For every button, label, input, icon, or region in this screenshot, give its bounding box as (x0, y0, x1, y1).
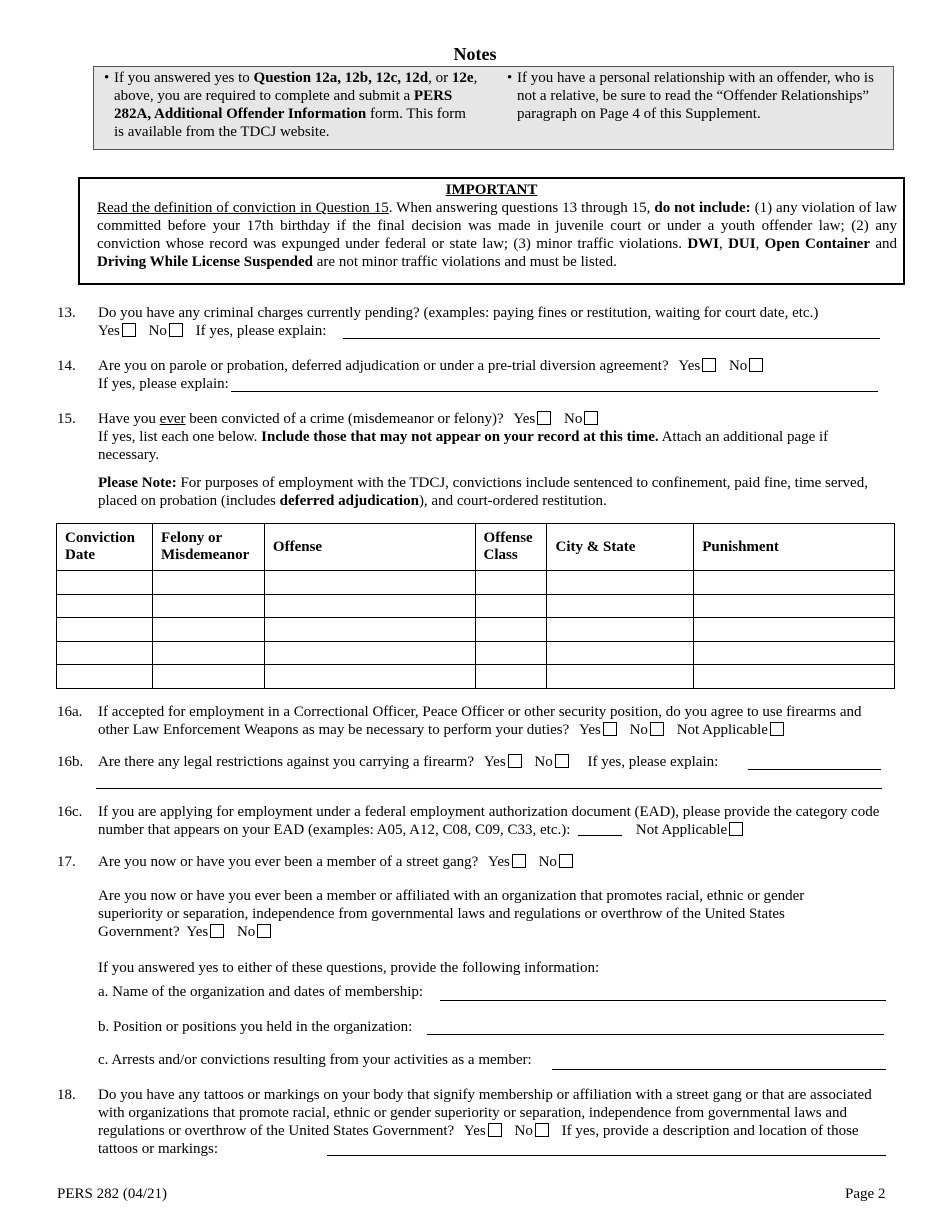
q13-number: 13. (57, 305, 76, 321)
q13-yes-checkbox[interactable] (122, 323, 136, 337)
col-offense-class: Offense Class (475, 524, 547, 571)
table-cell[interactable] (694, 641, 895, 665)
q17-a-line[interactable] (440, 1000, 886, 1001)
q17-org-yes-checkbox[interactable] (210, 924, 224, 938)
col-conviction-date: Conviction Date (57, 524, 153, 571)
q18-no-checkbox[interactable] (535, 1123, 549, 1137)
q16b-explain-line[interactable] (748, 769, 881, 770)
bullet-icon: • (104, 70, 110, 86)
table-cell[interactable] (547, 641, 694, 665)
q15-please-note: Please Note: For purposes of employment with the TDCJ, convictions include sentenced to confinement, paid fine, time served, placed on probation (includes deferred adjudication), and court-ordered restitution. (98, 475, 868, 509)
table-cell[interactable] (475, 571, 547, 595)
q18-text: Do you have any tattoos or markings on your body that signify membership or affiliation with a street gang or that are associated with organizations that promote racial, ethnic or gender superiority or separation, independence from governmental laws and regulations or overthrow of the United States Government? (98, 1087, 872, 1139)
q18-description-line[interactable] (327, 1155, 886, 1156)
q14-number: 14. (57, 358, 76, 374)
q16c-na-checkbox[interactable] (729, 822, 743, 836)
note-offender-info: • If you answered yes to Question 12a, 12b, 12c, 12d, or 12e, above, you are required to complete and submit a PERS 282A, Additional Offender Information form. This form is available from the TDCJ website. (104, 70, 478, 140)
table-cell[interactable] (694, 665, 895, 689)
table-cell[interactable] (694, 594, 895, 618)
table-header-row (57, 524, 895, 571)
q17-text: Are you now or have you ever been a member of a street gang? (98, 854, 479, 870)
table-cell[interactable] (694, 618, 895, 642)
q17-text-2: Are you now or have you ever been a member or affiliated with an organization that promotes racial, ethnic or gender superiority or separation, independence from governmental laws and regulations or overthrow of the United States Government? (98, 888, 805, 940)
q15-yes-checkbox[interactable] (537, 411, 551, 425)
table-cell[interactable] (57, 618, 153, 642)
table-cell[interactable] (152, 641, 264, 665)
table-cell[interactable] (475, 594, 547, 618)
q18-yes-checkbox[interactable] (488, 1123, 502, 1137)
table-cell[interactable] (264, 641, 475, 665)
table-cell[interactable] (694, 571, 895, 595)
table-cell[interactable] (264, 618, 475, 642)
q17-org-no-checkbox[interactable] (257, 924, 271, 938)
q16b-explain-line-2[interactable] (96, 788, 882, 789)
col-city-state: City & State (547, 524, 694, 571)
table-cell[interactable] (152, 571, 264, 595)
q13-no-checkbox[interactable] (169, 323, 183, 337)
q14-explain-line[interactable] (231, 391, 878, 392)
q17-a-label: a. Name of the organization and dates of membership: (98, 984, 424, 1000)
table-cell[interactable] (264, 571, 475, 595)
q16b-yes-checkbox[interactable] (508, 754, 522, 768)
notes-title: Notes (453, 44, 497, 64)
table-row (57, 641, 895, 665)
table-cell[interactable] (57, 665, 153, 689)
table-cell[interactable] (475, 641, 547, 665)
important-title: IMPORTANT (445, 182, 538, 198)
q17-b-line[interactable] (427, 1034, 884, 1035)
q14-yes-checkbox[interactable] (702, 358, 716, 372)
bullet-icon: • (507, 70, 513, 86)
col-punishment: Punishment (694, 524, 895, 571)
q16c-question: If you are applying for employment under a federal employment authorization document (EAD), please provide the category code number that appears on your EAD (examples: A05, A12, C08, C09, C33, etc.): Not Applicable (98, 804, 880, 838)
q16a-question: If accepted for employment in a Correctional Officer, Peace Officer or other security position, do you agree to use firearms and other Law Enforcement Weapons as may be necessary to perform your duties? Yes No Not Applicable (98, 704, 862, 738)
note-relationship: • If you have a personal relationship with an offender, who is not a relative, be sure to read the “Offender Relationships” paragraph on Page 4 of this Supplement. (507, 70, 874, 122)
notes-box (93, 66, 894, 150)
q17-number: 17. (57, 854, 76, 870)
table-cell[interactable] (57, 571, 153, 595)
table-cell[interactable] (152, 618, 264, 642)
q13-explain-line[interactable] (343, 338, 880, 339)
q16b-no-checkbox[interactable] (555, 754, 569, 768)
conviction-table (56, 523, 895, 689)
q15-no-checkbox[interactable] (584, 411, 598, 425)
q16b-number: 16b. (57, 754, 84, 770)
table-cell[interactable] (547, 665, 694, 689)
table-cell[interactable] (547, 618, 694, 642)
form-number: PERS 282 (04/21) (57, 1186, 168, 1202)
important-box (78, 177, 905, 285)
q17-gang-no-checkbox[interactable] (559, 854, 573, 868)
table-cell[interactable] (475, 618, 547, 642)
table-cell[interactable] (264, 594, 475, 618)
col-felony-misdemeanor: Felony or Misdemeanor (152, 524, 264, 571)
q14-no-checkbox[interactable] (749, 358, 763, 372)
q16c-text: If you are applying for employment under a federal employment authorization document (EAD), please provide the category code number that appears on your EAD (examples: A05, A12, C08, C09, C33, etc.): (98, 804, 880, 838)
table-cell[interactable] (264, 665, 475, 689)
q15-list-instructions: If yes, list each one below. Include those that may not appear on your record at this time. Attach an additional page if necessary. (98, 429, 829, 463)
q17-intro: If you answered yes to either of these questions, provide the following information: (98, 960, 600, 976)
q14-explain-label: If yes, please explain: (98, 376, 229, 392)
q16b-text: Are there any legal restrictions against you carrying a firearm? (98, 754, 475, 770)
q16a-text: If accepted for employment in a Correctional Officer, Peace Officer or other security position, do you agree to use firearms and other Law Enforcement Weapons as may be necessary to perform your duties? (98, 704, 862, 738)
table-row (57, 571, 895, 595)
q13-answers: Yes No If yes, please explain: (98, 323, 327, 339)
table-row (57, 618, 895, 642)
q17-question: Are you now or have you ever been a member of a street gang? Yes No (98, 853, 893, 871)
table-cell[interactable] (152, 665, 264, 689)
important-text: Read the definition of conviction in Question 15. When answering questions 13 through 15, do not include: (1) any violation of law committed before your 17th birthday if the final decision was made in juvenile court or under a youth offender law; (2) any conviction whose record was expunged under federal or state law; (3) minor traffic violations. DWI, DUI, Open Container and Driving While License Suspended are not minor traffic violations and must be listed. (97, 200, 897, 270)
q16a-yes-checkbox[interactable] (603, 722, 617, 736)
q16b-question: Are there any legal restrictions against you carrying a firearm? Yes No If yes, please explain: (98, 754, 719, 770)
q15-question: Have you ever been convicted of a crime (misdemeanor or felony)? Yes No (98, 410, 893, 428)
q13-text: Do you have any criminal charges currently pending? (examples: paying fines or restitution, waiting for court date, etc.) (98, 305, 819, 321)
q18-number: 18. (57, 1087, 76, 1103)
q17-question-2: Are you now or have you ever been a member or affiliated with an organization that promotes racial, ethnic or gender superiority or separation, independence from governmental laws and regulations or overthrow of the United States Government? Yes No (98, 888, 805, 940)
q16a-no-checkbox[interactable] (650, 722, 664, 736)
q14-text-row: Are you on parole or probation, deferred adjudication or under a pre-trial diversion agreement? Yes No (98, 357, 893, 375)
table-cell[interactable] (547, 594, 694, 618)
q17-gang-yes-checkbox[interactable] (512, 854, 526, 868)
q17-c-line[interactable] (552, 1069, 886, 1070)
q16c-ead-code-line[interactable] (578, 824, 622, 836)
table-row (57, 665, 895, 689)
table-cell[interactable] (152, 594, 264, 618)
table-cell[interactable] (57, 641, 153, 665)
col-offense: Offense (264, 524, 475, 571)
table-cell[interactable] (57, 594, 153, 618)
q15-number: 15. (57, 411, 76, 427)
q16c-number: 16c. (57, 804, 83, 820)
q17-c-label: c. Arrests and/or convictions resulting from your activities as a member: (98, 1052, 532, 1068)
page-number: Page 2 (845, 1186, 886, 1202)
q14-text: Are you on parole or probation, deferred adjudication or under a pre-trial diversion agreement? (98, 358, 669, 374)
table-cell[interactable] (547, 571, 694, 595)
table-cell[interactable] (475, 665, 547, 689)
q16a-number: 16a. (57, 704, 83, 720)
table-row (57, 594, 895, 618)
q17-b-label: b. Position or positions you held in the organization: (98, 1019, 413, 1035)
q18-question: Do you have any tattoos or markings on your body that signify membership or affiliation with a street gang or that are associated with organizations that promote racial, ethnic or gender superiority or separation, independence from governmental laws and regulations or overthrow of the United States Government? Yes No If yes, provide a description and location of those tattoos or markings: (98, 1087, 872, 1157)
q16a-na-checkbox[interactable] (770, 722, 784, 736)
